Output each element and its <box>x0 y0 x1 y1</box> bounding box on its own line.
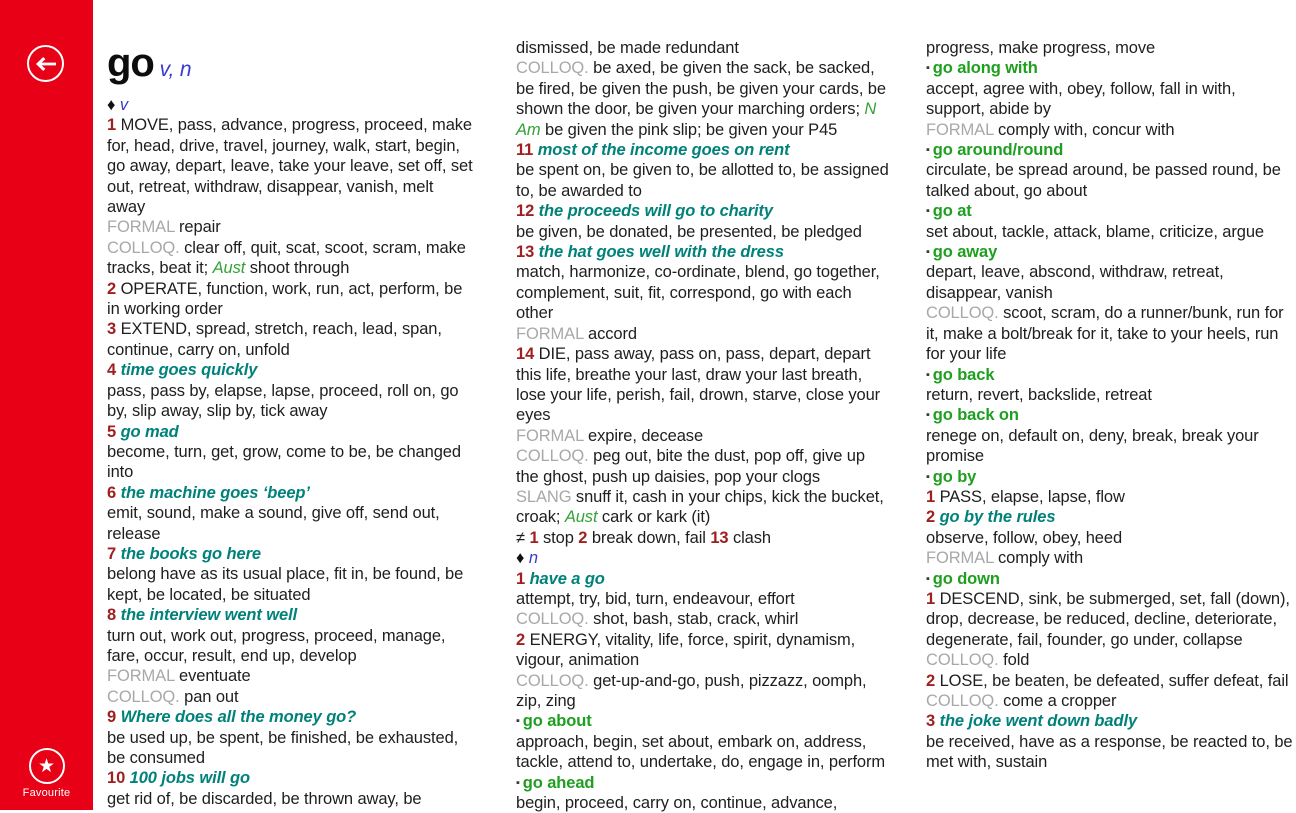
entry-paragraph <box>926 120 1294 140</box>
sense-number: 1 <box>107 116 121 135</box>
bullet-icon: ▪ <box>516 715 523 728</box>
phrasal-verb: go ahead <box>522 773 595 792</box>
example-phrase: most of the income goes on rent <box>537 141 790 160</box>
synonyms-text: begin, proceed, carry on, continue, advance, <box>516 794 838 813</box>
entry-paragraph <box>516 262 890 323</box>
entry-paragraph <box>926 365 1294 385</box>
entry-paragraph <box>926 569 1294 589</box>
sense-number: 1 <box>516 569 530 588</box>
back-button[interactable] <box>27 45 64 82</box>
entry-paragraph <box>516 671 890 712</box>
bullet-icon: ▪ <box>926 368 933 381</box>
entry-paragraph <box>516 38 890 58</box>
star-icon <box>29 748 65 784</box>
register-label: COLLOQ. <box>107 687 185 706</box>
synonyms-text: dismissed, be made redundant <box>516 39 739 57</box>
bullet-icon: ▪ <box>926 470 933 483</box>
entry-paragraph <box>107 238 475 279</box>
example-phrase: the books go here <box>120 544 261 563</box>
sense-number: 4 <box>107 361 121 380</box>
synonyms-text: match, harmonize, co-ordinate, blend, go together, complement, suit, fit, correspond, go with each other <box>516 263 880 323</box>
register-label: COLLOQ. <box>107 238 185 257</box>
entry-paragraph <box>516 324 890 344</box>
entry-paragraph <box>516 446 890 487</box>
synonyms-text: come a cropper <box>1003 692 1117 710</box>
register-label: COLLOQ. <box>516 447 594 466</box>
synonyms-text: OPERATE, function, work, run, act, perform, be in working order <box>107 279 463 319</box>
synonyms-text: PASS, elapse, lapse, flow <box>939 487 1125 506</box>
phrasal-verb: go back on <box>932 406 1019 425</box>
example-phrase: have a go <box>529 569 605 588</box>
entry-paragraph <box>107 115 475 217</box>
register-label: COLLOQ. <box>516 671 594 690</box>
part-of-speech: v, n <box>153 58 192 81</box>
sense-number: 1 <box>926 487 940 506</box>
entry-paragraph <box>516 630 890 671</box>
sense-number: 1 <box>529 528 544 547</box>
sense-number: 3 <box>926 712 940 731</box>
entry-paragraph <box>926 507 1294 527</box>
synonyms-text: be used up, be spent, be finished, be exhausted, be consumed <box>107 728 459 767</box>
entry-paragraph <box>926 79 1294 120</box>
synonyms-text: depart, leave, abscond, withdraw, retreat, disappear, vanish <box>926 263 1224 302</box>
entry-paragraph <box>926 589 1294 650</box>
synonyms-text: turn out, work out, progress, proceed, manage, fare, occur, result, end up, develop <box>107 626 446 665</box>
favourite-label: Favourite <box>22 787 71 799</box>
synonyms-text: belong have as its usual place, fit in, be found, be kept, be located, be situated <box>107 565 464 604</box>
example-phrase: time goes quickly <box>120 361 258 380</box>
entry-paragraph <box>107 666 475 686</box>
synonyms-text: be axed, be given the sack, be sacked, be fired, be given the push, be given your cards, be shown the door, be given your marching orders; <box>516 59 886 119</box>
synonyms-text: peg out, bite the dust, pop off, give up the ghost, push up daisies, pop your clogs <box>516 447 865 486</box>
entry-paragraph <box>107 544 475 564</box>
synonyms-text: approach, begin, set about, embark on, address, tackle, attend to, undertake, do, engage in, perform <box>516 732 886 772</box>
synonyms-text: get-up-and-go, push, pizzazz, oomph, zip, zing <box>516 671 867 710</box>
register-label: FORMAL <box>516 426 589 445</box>
bullet-icon: ▪ <box>926 62 933 75</box>
entry-paragraph <box>926 201 1294 221</box>
entry-paragraph <box>926 467 1294 487</box>
diamond-marker: ♦ <box>107 96 120 114</box>
synonyms-text: attempt, try, bid, turn, endeavour, effort <box>516 589 795 608</box>
entry-paragraph <box>926 222 1294 242</box>
synonyms-text: accept, agree with, obey, follow, fall in with, support, abide by <box>926 79 1236 119</box>
entry-paragraph <box>516 589 890 609</box>
entry-paragraph <box>926 405 1294 425</box>
register-label: COLLOQ. <box>516 610 594 629</box>
entry-paragraph <box>107 626 475 667</box>
headword: go <box>107 41 154 85</box>
phrasal-verb: go back <box>932 365 995 384</box>
entry-paragraph <box>107 95 475 115</box>
entry-paragraph <box>107 40 475 94</box>
synonyms-text: clear off, quit, scat, scoot, scram, make tracks, beat it; <box>107 238 466 278</box>
entry-paragraph <box>926 528 1294 548</box>
synonyms-text: comply with, concur with <box>998 120 1175 139</box>
synonyms-text: become, turn, get, grow, come to be, be changed into <box>107 442 461 482</box>
register-label: COLLOQ. <box>516 59 594 78</box>
favourite-button[interactable] <box>0 748 93 799</box>
entry-paragraph <box>926 140 1294 160</box>
star-glyph: ★ <box>37 755 56 777</box>
entry-paragraph <box>516 732 890 773</box>
entry-paragraph <box>516 487 890 528</box>
region-label: Aust <box>212 259 246 278</box>
sense-number: 14 <box>516 345 539 364</box>
entry-paragraph <box>516 569 890 589</box>
synonyms-text: return, revert, backslide, retreat <box>926 385 1152 404</box>
entry-paragraph <box>516 793 890 813</box>
synonyms-text: be received, have as a response, be reacted to, be met with, sustain <box>926 732 1293 772</box>
phrasal-verb: go at <box>932 202 972 221</box>
synonyms-text: be given the pink slip; be given your P45 <box>540 120 838 139</box>
example-phrase: go by the rules <box>939 508 1056 527</box>
synonyms-text: observe, follow, obey, heed <box>926 528 1123 547</box>
sense-number: 1 <box>926 589 940 608</box>
synonyms-text: circulate, be spread around, be passed round, be talked about, go about <box>926 161 1281 200</box>
entry-paragraph <box>926 671 1294 691</box>
sense-number: 11 <box>516 141 538 160</box>
synonyms-text: break down, fail <box>591 528 711 547</box>
entry-paragraph <box>926 426 1294 467</box>
register-label: FORMAL <box>107 218 180 237</box>
entry-paragraph <box>516 609 890 629</box>
sense-number: 2 <box>516 630 530 649</box>
entry-paragraph <box>107 728 475 769</box>
bullet-icon: ▪ <box>926 246 933 259</box>
synonyms-text: shoot through <box>245 259 350 278</box>
entry-paragraph <box>926 242 1294 262</box>
bullet-icon: ▪ <box>516 776 523 789</box>
register-label: COLLOQ. <box>926 304 1004 323</box>
phrasal-verb: go around/round <box>932 141 1064 160</box>
entry-paragraph <box>516 528 890 548</box>
entry-paragraph <box>926 303 1294 364</box>
sense-number: 12 <box>516 202 539 221</box>
synonyms-text: eventuate <box>179 667 251 686</box>
entry-paragraph <box>107 687 475 707</box>
entry-paragraph <box>926 650 1294 670</box>
region-label: N Am <box>516 100 877 139</box>
column-3 <box>926 38 1294 773</box>
sense-number: 2 <box>926 508 940 527</box>
sidebar <box>0 0 93 810</box>
sense-number: 10 <box>107 769 130 788</box>
entry-paragraph <box>107 564 475 605</box>
entry-paragraph <box>516 426 890 446</box>
entry-paragraph <box>516 160 890 201</box>
synonyms-text: set about, tackle, attack, blame, criticize, argue <box>926 222 1264 241</box>
phrasal-verb: go along with <box>932 59 1038 78</box>
register-label: COLLOQ. <box>926 651 1004 670</box>
sense-number: 9 <box>107 708 121 727</box>
entry-paragraph <box>926 691 1294 711</box>
sense-number: 8 <box>107 606 121 625</box>
entry-paragraph <box>107 442 475 483</box>
entry-paragraph <box>926 58 1294 78</box>
synonyms-text: fold <box>1003 651 1030 670</box>
phrasal-verb: go down <box>932 569 1000 588</box>
entry-paragraph <box>107 422 475 442</box>
register-label: SLANG <box>516 487 576 506</box>
entry-paragraph <box>516 222 890 242</box>
sense-number: 5 <box>107 422 121 441</box>
entry-paragraph <box>516 242 890 262</box>
diamond-marker: ♦ <box>516 549 529 568</box>
sense-number: 6 <box>107 483 121 502</box>
synonyms-text: snuff it, cash in your chips, kick the bucket, croak; <box>516 487 884 527</box>
entry-paragraph <box>516 711 890 731</box>
register-label: FORMAL <box>516 324 589 343</box>
entry-paragraph <box>107 319 475 360</box>
synonyms-text: be given, be donated, be presented, be pledged <box>516 222 862 241</box>
entry-paragraph <box>926 711 1294 731</box>
synonyms-text: ≠ <box>516 528 530 547</box>
entry-paragraph <box>107 483 475 503</box>
synonyms-text: scoot, scram, do a runner/bunk, run for it, make a bolt/break for it, take to your heels, run for your life <box>926 304 1284 364</box>
entry-paragraph <box>926 548 1294 568</box>
column-2 <box>516 38 890 813</box>
sense-number: 7 <box>107 544 121 563</box>
synonyms-text: DESCEND, sink, be submerged, set, fall (down), drop, decrease, be reduced, decline, deteriorate, degenerate, fail, founder, go under, collapse <box>926 589 1290 649</box>
entry-paragraph <box>107 605 475 625</box>
entry-paragraph <box>516 548 890 568</box>
sense-number: 2 <box>926 671 940 690</box>
sense-number: 13 <box>710 528 733 547</box>
entry-paragraph <box>107 768 475 788</box>
entry-paragraph <box>107 360 475 380</box>
entry-paragraph <box>107 503 475 544</box>
register-label: COLLOQ. <box>926 692 1004 710</box>
sense-number: 2 <box>578 528 592 547</box>
entry-paragraph <box>107 381 475 422</box>
example-phrase: the machine goes ‘beep’ <box>120 483 310 502</box>
entry-paragraph <box>926 160 1294 201</box>
region-label: Aust <box>564 508 598 527</box>
entry-paragraph <box>516 773 890 793</box>
example-phrase: Where does all the money go? <box>120 708 357 727</box>
synonyms-text: shot, bash, stab, crack, whirl <box>593 610 799 629</box>
example-phrase: the interview went well <box>120 606 298 625</box>
entry-paragraph <box>926 487 1294 507</box>
entry-paragraph <box>107 279 475 320</box>
sense-number: 2 <box>107 279 121 298</box>
synonyms-text: get rid of, be discarded, be thrown away, be <box>107 789 422 808</box>
bullet-icon: ▪ <box>926 205 933 218</box>
entry-paragraph <box>516 201 890 221</box>
column-1 <box>107 40 475 809</box>
register-label: FORMAL <box>107 667 180 686</box>
synonyms-text: renege on, default on, deny, break, break your promise <box>926 426 1259 466</box>
register-label: FORMAL <box>926 120 999 139</box>
synonyms-text: cark or kark (it) <box>597 508 711 527</box>
synonyms-text: ENERGY, vitality, life, force, spirit, dynamism, vigour, animation <box>516 630 856 670</box>
synonyms-text: comply with <box>998 549 1084 568</box>
bullet-icon: ▪ <box>926 572 933 585</box>
synonyms-text: be spent on, be given to, be allotted to, be assigned to, be awarded to <box>516 161 889 200</box>
register-label: FORMAL <box>926 549 999 568</box>
entry-paragraph <box>107 789 475 809</box>
entry-paragraph <box>926 38 1294 58</box>
back-arrow-icon <box>35 57 56 71</box>
example-phrase: go mad <box>120 422 179 441</box>
synonyms-text: progress, make progress, move <box>926 39 1156 57</box>
entry-paragraph <box>926 385 1294 405</box>
phrasal-verb: go by <box>932 467 977 486</box>
entry-paragraph <box>107 707 475 727</box>
synonyms-text: clash <box>732 528 771 547</box>
entry-paragraph <box>926 732 1294 773</box>
part-of-speech: n <box>528 549 538 568</box>
synonyms-text: DIE, pass away, pass on, pass, depart, depart this life, breathe your last, draw your last breath, lose your life, perish, fail, drown, starve, close your eyes <box>516 345 881 425</box>
sense-number: 13 <box>516 243 539 262</box>
sense-number: 3 <box>107 320 121 339</box>
entry-paragraph <box>926 262 1294 303</box>
synonyms-text: LOSE, be beaten, be defeated, suffer defeat, fail <box>939 671 1289 690</box>
synonyms-text: emit, sound, make a sound, give off, send out, release <box>107 504 440 543</box>
phrasal-verb: go about <box>522 712 592 731</box>
synonyms-text: EXTEND, spread, stretch, reach, lead, span, continue, carry on, unfold <box>107 320 442 359</box>
synonyms-text: accord <box>588 324 637 343</box>
bullet-icon: ▪ <box>926 409 933 422</box>
example-phrase: the joke went down badly <box>939 712 1138 731</box>
synonyms-text: pan out <box>184 687 239 706</box>
example-phrase: the hat goes well with the dress <box>538 243 784 262</box>
synonyms-text: repair <box>179 218 221 237</box>
synonyms-text: MOVE, pass, advance, progress, proceed, make for, head, drive, travel, journey, walk, start, begin, go away, depart, leave, take your leave, set off, set out, retreat, withdraw, disappear, vanish, melt away <box>107 116 473 217</box>
synonyms-text: pass, pass by, elapse, lapse, proceed, roll on, go by, slip away, slip by, tick away <box>107 381 459 421</box>
example-phrase: 100 jobs will go <box>129 769 250 788</box>
entry-paragraph <box>516 344 890 426</box>
bullet-icon: ▪ <box>926 144 933 157</box>
part-of-speech: v <box>119 96 128 114</box>
synonyms-text: expire, decease <box>588 426 704 445</box>
entry-paragraph <box>516 58 890 140</box>
entry-paragraph <box>107 217 475 237</box>
example-phrase: the proceeds will go to charity <box>538 202 774 221</box>
phrasal-verb: go away <box>932 243 998 262</box>
entry-paragraph <box>516 140 890 160</box>
synonyms-text: stop <box>543 528 579 547</box>
